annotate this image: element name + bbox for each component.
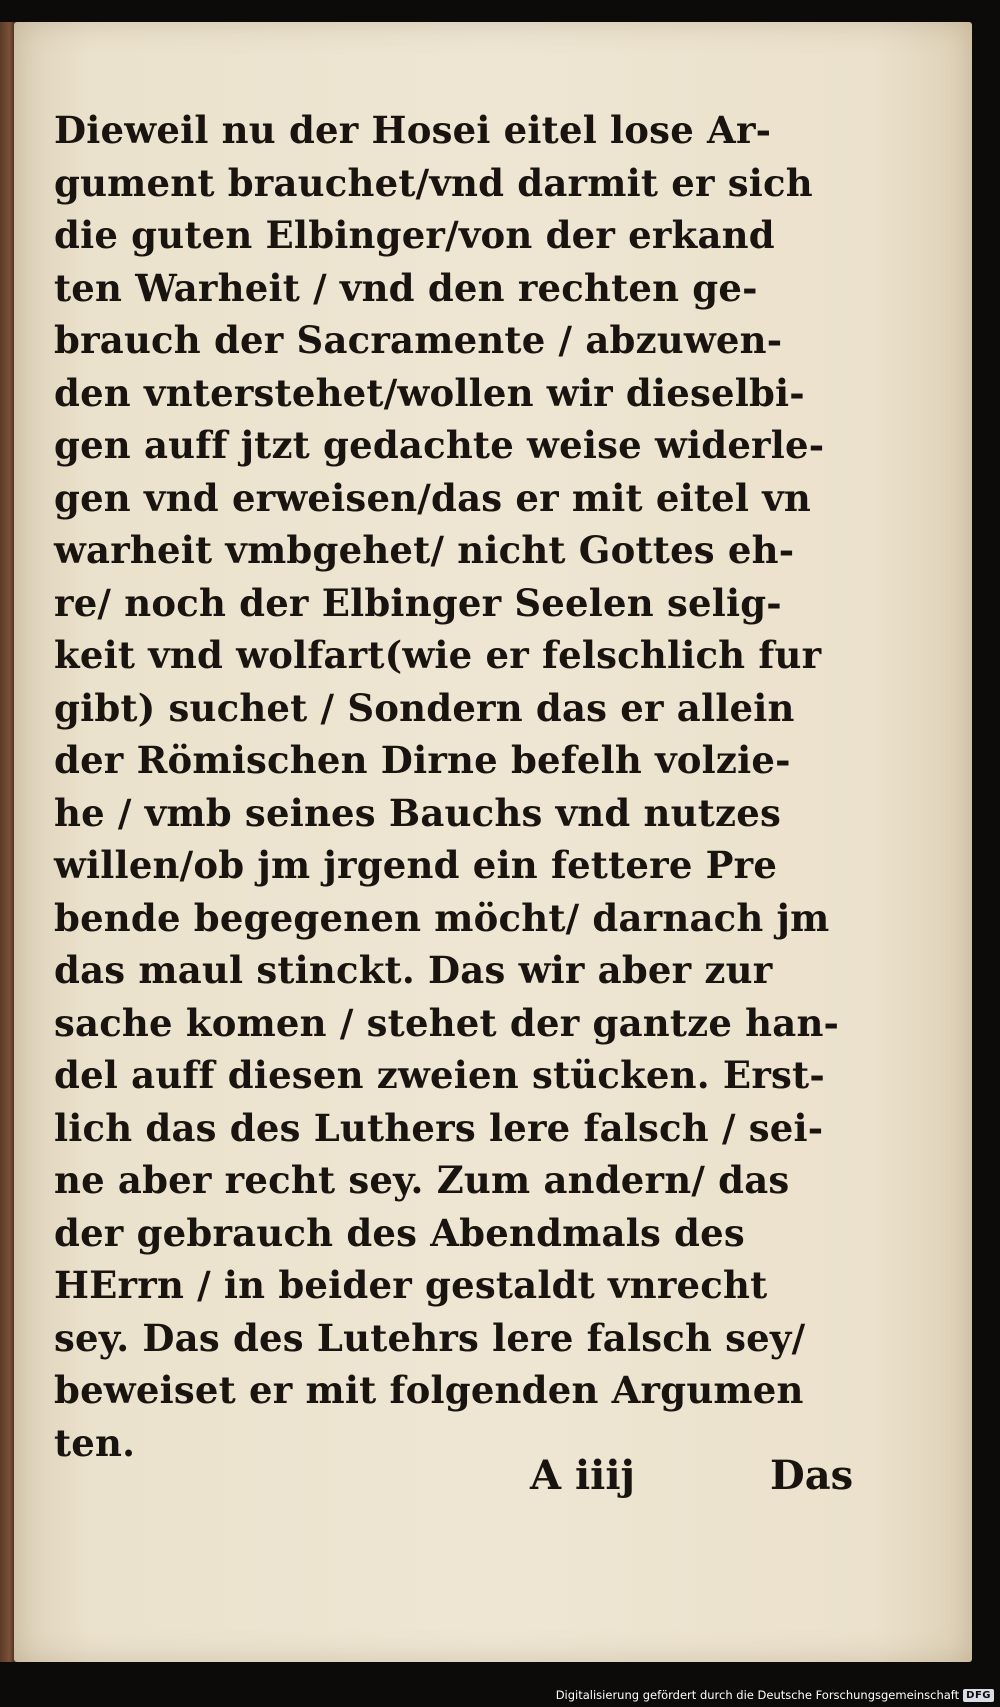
text-line: keit vnd wolfart(wie er felschlich fur <box>54 633 822 677</box>
page-text <box>54 104 884 1469</box>
text-line: das maul stinckt. Das wir aber zur <box>54 948 773 992</box>
text-line: bende begegenen möcht/ darnach jm <box>54 895 830 940</box>
text-line: die guten Elbinger/von der erkand <box>54 213 775 257</box>
dfg-logo: DFG <box>963 1689 994 1702</box>
text-line: ne aber recht sey. Zum andern/ das <box>54 1158 790 1202</box>
catchword: Das <box>770 1452 854 1499</box>
text-line: warheit vmbgehet/ nicht Gottes eh- <box>54 528 795 572</box>
text-line: gen auff jtzt gedachte weise widerle- <box>54 423 825 467</box>
text-line: der Römischen Dirne befelh volzie- <box>54 738 791 782</box>
signature-mark: A iiij <box>530 1452 636 1499</box>
text-line: den vnterstehet/wollen wir dieselbi- <box>54 370 805 415</box>
text-line: brauch der Sacramente / abzuwen- <box>54 318 783 362</box>
text-line: ten Warheit / vnd den rechten ge- <box>54 265 758 310</box>
text-line: gument brauchet/vnd darmit er sich <box>54 160 813 205</box>
text-line: gen vnd erweisen/das er mit eitel vn <box>54 475 812 520</box>
text-line: Dieweil nu der Hosei eitel lose Ar- <box>54 108 772 152</box>
text-line: del auff diesen zweien stücken. Erst- <box>54 1053 825 1097</box>
text-line: re/ noch der Elbinger Seelen selig- <box>54 580 782 625</box>
text-line: sey. Das des Lutehrs lere falsch sey/ <box>54 1315 806 1360</box>
funding-footer <box>556 1685 994 1705</box>
text-line: gibt) suchet / Sondern das er allein <box>54 685 795 730</box>
text-line: lich das des Luthers lere falsch / sei- <box>54 1105 824 1150</box>
text-line: beweiset er mit folgenden Argumen <box>54 1368 804 1412</box>
text-line: sache komen / stehet der gantze han- <box>54 1000 840 1045</box>
text-line: der gebrauch des Abendmals des <box>54 1210 745 1255</box>
text-line: HErrn / in beider gestaldt vnrecht <box>54 1263 768 1307</box>
text-line: willen/ob jm jrgend ein fettere Pre <box>54 843 778 887</box>
funding-text: Digitalisierung gefördert durch die Deutsche Forschungsgemeinschaft <box>555 1688 960 1702</box>
text-line: ten. <box>54 1420 136 1465</box>
page-foot <box>0 1452 1000 1512</box>
text-line: he / vmb seines Bauchs vnd nutzes <box>54 790 782 835</box>
